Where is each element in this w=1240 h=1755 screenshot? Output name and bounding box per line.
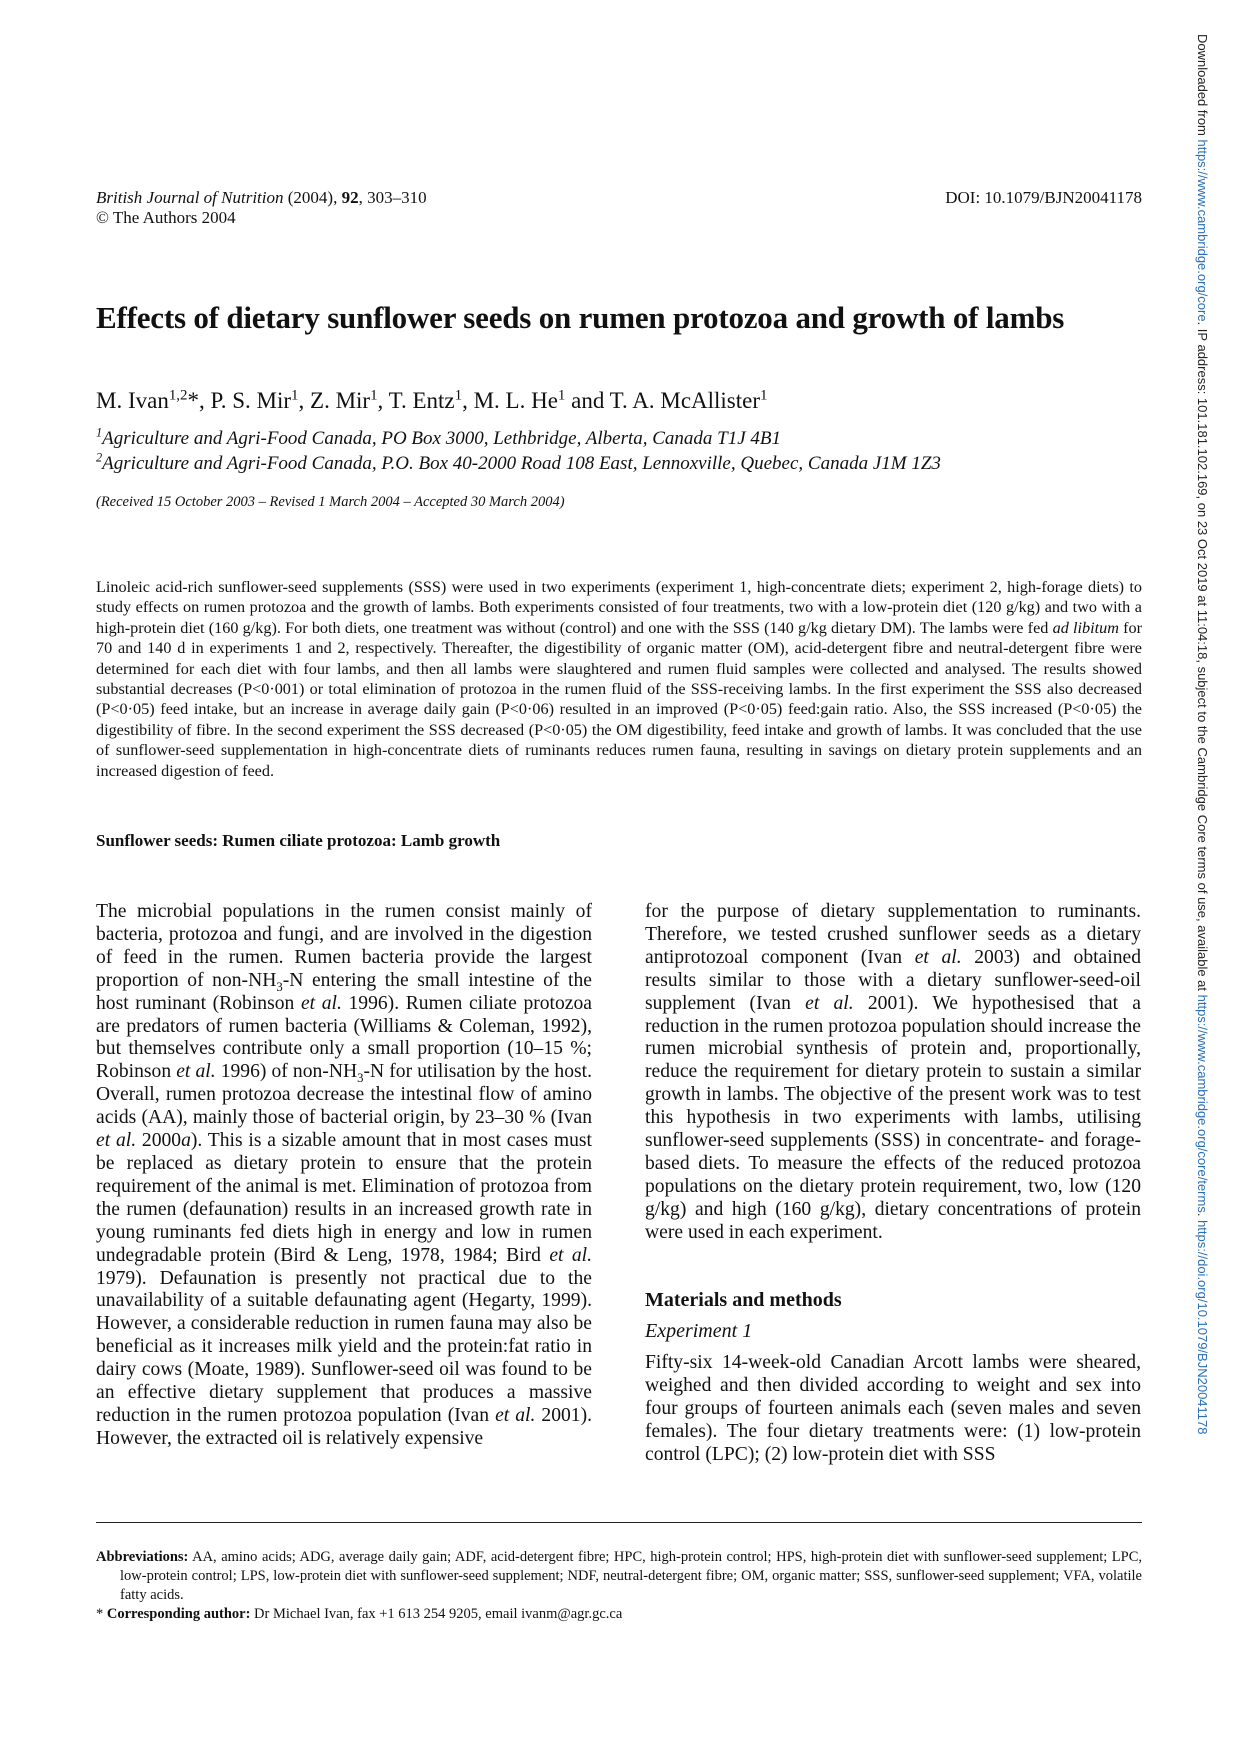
corresponding-label: Corresponding author: — [106, 1606, 251, 1622]
body-text: ). This is a sizable amount that in most cases must be replaced as dietary protein to ensure that the protein requirement of the animal is met. Elimination of protozoa from the rumen (defaunation) results in an increased growth rate in young ruminants fed diets high in energy and low in rumen undegradable protein (Bird & Leng, 1978, 1984; Bird — [96, 1130, 592, 1266]
corresponding-text: Dr Michael Ivan, fax +1 613 254 9205, email ivanm@agr.gc.ca — [250, 1606, 623, 1622]
body-text: 2000 — [136, 1130, 182, 1152]
footnotes — [96, 1548, 1142, 1624]
author: M. Ivan — [96, 388, 169, 413]
et-al: et al. — [300, 992, 342, 1014]
abbreviations-label: Abbreviations: — [96, 1549, 189, 1565]
body-text: 2001). We hypothesised that a reduction in the rumen protozoa population should increase the rumen microbial synthesis of protein and, proportionally, reduce the requirement for dietary protein to sustain a similar growth in lambs. The objective of the present work was to test this hypothesis in two experiments with lambs, utilising sunflower-seed supplements (SSS) in concentrate- and forage-based diets. To measure the effects of the reduced protozoa populations on the dietary protein requirement, two, low (120 g/kg) and high (160 g/kg), dietary concentrations of protein were used in each experiment. — [645, 992, 1141, 1243]
body-right-column — [645, 901, 1141, 1467]
author: and T. A. McAllister — [565, 388, 761, 413]
body-text: 2003) and obtained results similar to those with a dietary sunflower-seed-oil supplement (Ivan — [645, 946, 1141, 1014]
sidebar-link-terms[interactable]: https://www.cambridge.org/core/terms — [1195, 994, 1210, 1213]
affiliation-text: Agriculture and Agri-Food Canada, PO Box 3000, Lethbridge, Alberta, Canada T1J 4B1 — [102, 428, 782, 449]
keywords: Sunflower seeds: Rumen ciliate protozoa: Lamb growth — [96, 831, 501, 850]
affiliation-num: 1 — [96, 425, 103, 440]
corresponding-author — [96, 1605, 1142, 1624]
corresponding-mark: * — [187, 388, 199, 413]
body-text: The microbial populations in the rumen consist mainly of bacteria, protozoa and fungi, and are involved in the digestion of feed in the rumen. Rumen bacteria provide the largest proportion of non-NH — [96, 901, 592, 991]
doi: DOI: 10.1079/BJN20041178 — [945, 188, 1142, 207]
body-text: 1996). Rumen ciliate protozoa are predators of rumen bacteria (Williams & Coleman, 1992), but themselves contribute only a small proportion (10–15 %; Robinson — [96, 992, 592, 1083]
abbreviations — [96, 1548, 1142, 1605]
et-al: et al. — [805, 992, 854, 1014]
sidebar-text: . — [1195, 1212, 1210, 1221]
et-al: et al. — [96, 1130, 137, 1152]
sidebar-text: . IP address: 101.181.102.169, on 23 Oct 2019 at 11:04:18, subject to the Cambridge Core terms of use, available at — [1195, 321, 1210, 995]
et-al: et al. — [914, 946, 962, 968]
author-sup: 1 — [760, 387, 768, 404]
abstract-text: for 70 and 140 d in experiments 1 and 2, respectively. Thereafter, the digestibility of organic matter (OM), acid-detergent fibre and neutral-detergent fibre were determined for each diet with four lambs, and then all lambs were slaughtered and rumen fluid samples were collected and analysed. The results showed substantial decreases (P<0·001) or total elimination of protozoa in the rumen fluid of the SSS-receiving lambs. In the first experiment the SSS also decreased (P<0·05) feed intake, but an increase in average daily gain (P<0·06) resulted in an improved (P<0·05) feed:gain ratio. Also, the SSS increased (P<0·05) the digestibility of fibre. In the second experiment the SSS decreased (P<0·05) the OM digestibility, feed intake and growth of lambs. It was concluded that the use of sunflower-seed supplementation in high-concentrate diets of ruminants reduces rumen fauna, resulting in savings on dietary protein supplements and an increased digestion of feed. — [96, 618, 1143, 780]
author-list — [96, 388, 767, 414]
paragraph — [645, 901, 1141, 1245]
et-al: et al. — [549, 1244, 592, 1266]
affiliation-1 — [96, 425, 782, 450]
sidebar-text: Downloaded from — [1195, 34, 1210, 140]
copyright: © The Authors 2004 — [96, 208, 236, 227]
subscript: 3 — [357, 1071, 364, 1086]
subsection-heading: Experiment 1 — [645, 1319, 753, 1342]
author: , Z. Mir — [298, 388, 371, 413]
author: , P. S. Mir — [199, 388, 292, 413]
affiliation-text: Agriculture and Agri-Food Canada, P.O. Box 40-2000 Road 108 East, Lennoxville, Quebec, Canada J1M 1Z3 — [102, 453, 941, 474]
author-sup: 1 — [370, 387, 378, 404]
author-sup: 1 — [454, 387, 463, 404]
author: , T. Entz — [377, 388, 455, 413]
section-heading: Materials and methods — [645, 1288, 842, 1311]
affiliation-num: 2 — [96, 450, 103, 465]
body-left-column — [96, 901, 592, 1451]
journal-year: (2004), — [283, 188, 342, 207]
author-sup: 1 — [291, 387, 299, 404]
paper-title: Effects of dietary sunflower seeds on rumen protozoa and growth of lambs — [96, 300, 1065, 335]
paragraph: Fifty-six 14-week-old Canadian Arcott lambs were sheared, weighed and then divided according to weight and sex into four groups of fourteen animals each (seven males and seven females). The four dietary treatments were: (1) low-protein control (LPC); (2) low-protein diet with SSS — [645, 1352, 1141, 1466]
abstract — [96, 577, 1142, 781]
et-al: et al. — [495, 1404, 536, 1426]
affiliation-2 — [96, 450, 941, 475]
body-text: 1996) of non-NH — [215, 1061, 358, 1083]
paragraph — [96, 901, 592, 1451]
journal-pages: , 303–310 — [358, 188, 427, 207]
journal-volume: 92 — [341, 188, 359, 207]
download-sidebar — [1195, 34, 1210, 1435]
body-text: -N for utilisation by the host. Overall, rumen protozoa decrease the intestinal flow of amino acids (AA), mainly those of bacterial origin, by 23–30 % (Ivan — [96, 1061, 592, 1129]
et-al: et al. — [176, 1061, 216, 1083]
body-text: for the purpose of dietary supplementation to ruminants. Therefore, we tested crushed sunflower seeds as a dietary antiprotozoal component (Ivan — [645, 901, 1141, 968]
abstract-italic: ad libitum — [1052, 618, 1119, 637]
subscript: 3 — [276, 979, 283, 994]
footnote-divider — [96, 1522, 1142, 1523]
ref-suffix: a — [181, 1130, 191, 1152]
received-dates: (Received 15 October 2003 – Revised 1 March 2004 – Accepted 30 March 2004) — [96, 494, 565, 510]
body-text: 2001). However, the extracted oil is relatively expensive — [96, 1404, 593, 1449]
corresponding-mark: * — [96, 1606, 107, 1622]
author-sup: 1 — [557, 387, 566, 404]
sidebar-link-core[interactable]: https://www.cambridge.org/core — [1195, 139, 1210, 322]
body-text: 1979). Defaunation is presently not practical due to the unavailability of a suitable defaunating agent (Hegarty, 1999). However, a considerable reduction in rumen fauna may also be beneficial as it increases milk yield and the protein:fat ratio in dairy cows (Moate, 1989). Sunflower-seed oil was found to be an effective dietary supplement that produces a massive reduction in the rumen protozoa population (Ivan — [96, 1267, 592, 1426]
sidebar-link-doi[interactable]: https://doi.org/10.1079/BJN20041178 — [1195, 1220, 1210, 1435]
abstract-text: Linoleic acid-rich sunflower-seed supplements (SSS) were used in two experiments (experiment 1, high-concentrate diets; experiment 2, high-forage diets) to study effects on rumen protozoa and the growth of lambs. Both experiments consisted of four treatments, two with a low-protein diet (120 g/kg) and two with a high-protein diet (160 g/kg). For both diets, one treatment was without (control) and one with the SSS (140 g/kg dietary DM). The lambs were fed — [96, 578, 1142, 637]
author-sup: 1,2 — [168, 387, 188, 404]
abbreviations-text: AA, amino acids; ADG, average daily gain; ADF, acid-detergent fibre; HPC, high-protein control; HPS, high-protein diet with sunflower-seed supplement; LPC, low-protein control; LPS, low-protein diet with sunflower-seed supplement; NDF, neutral-detergent fibre; OM, organic matter; SSS, sunflower-seed supplement; VFA, volatile fatty acids. — [120, 1549, 1142, 1603]
journal-citation — [96, 188, 427, 228]
journal-name: British Journal of Nutrition — [96, 188, 284, 207]
body-text: -N entering the small intestine of the host ruminant (Robinson — [96, 969, 592, 1014]
author: , M. L. He — [462, 388, 558, 413]
